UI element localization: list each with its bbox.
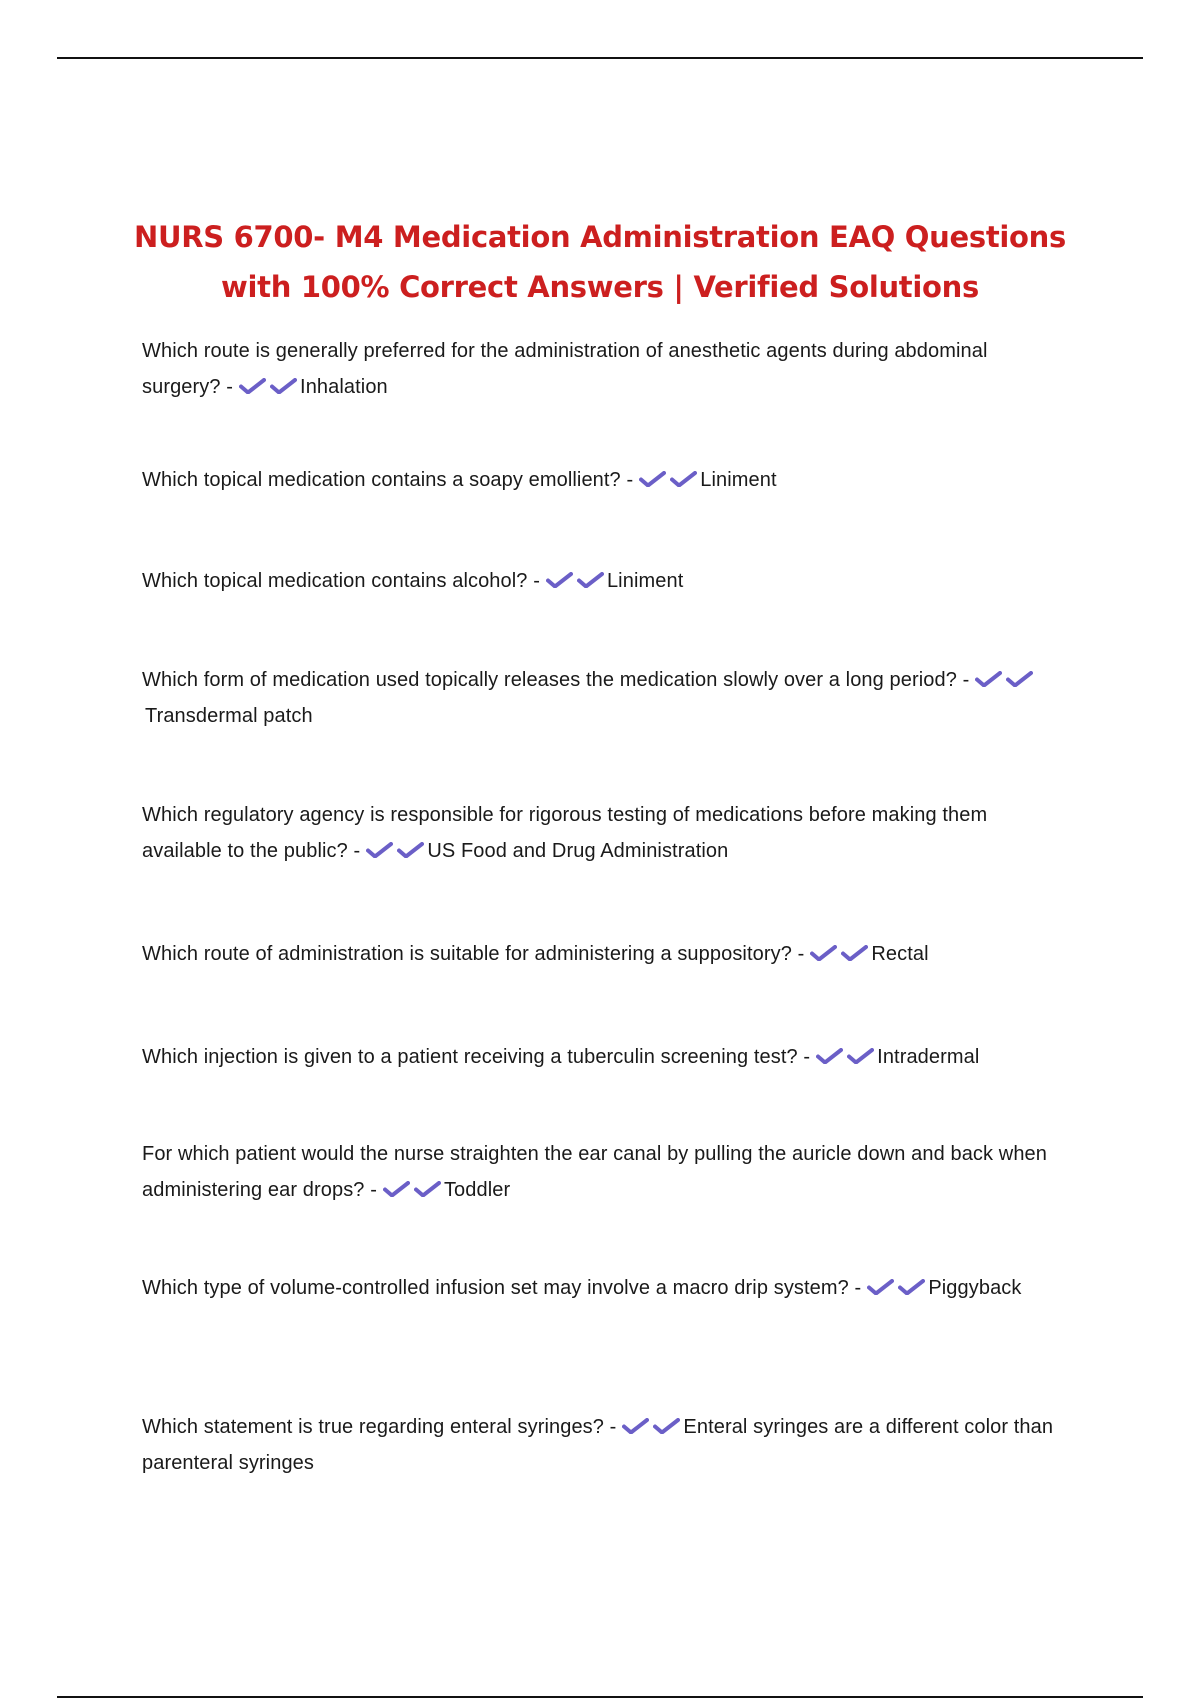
double-checkmark-icon — [360, 840, 424, 862]
qa-item — [142, 563, 1062, 599]
checkmark-icon — [414, 1181, 441, 1197]
checkmark-icon — [270, 378, 297, 394]
question-separator: - — [797, 1046, 811, 1068]
qa-item — [142, 333, 1062, 405]
question-text: Which type of volume-controlled infusion set may involve a macro drip system? — [142, 1277, 849, 1299]
question-text: Which topical medication contains alcohol? — [142, 570, 528, 592]
qa-item — [142, 462, 1062, 498]
answer-text: Intradermal — [877, 1046, 980, 1068]
qa-item — [142, 936, 1062, 972]
qa-item — [142, 1136, 1062, 1208]
double-checkmark-icon — [861, 1277, 925, 1299]
checkmark-icon — [639, 471, 666, 487]
checkmark-icon — [975, 671, 1002, 687]
title-line-2: with 100% Correct Answers | Verified Solutions — [221, 270, 979, 304]
question-separator: - — [848, 1277, 862, 1299]
double-checkmark-icon — [633, 469, 697, 491]
question-separator: - — [620, 469, 634, 491]
qa-item — [142, 662, 1062, 734]
question-separator: - — [220, 376, 234, 398]
double-checkmark-icon — [540, 570, 604, 592]
checkmark-icon — [622, 1418, 649, 1434]
title-line-1: NURS 6700- M4 Medication Administration EAQ Questions — [134, 220, 1066, 254]
checkmark-icon — [816, 1048, 843, 1064]
double-checkmark-icon — [616, 1416, 680, 1438]
answer-text: Toddler — [443, 1179, 511, 1201]
qa-item — [142, 1409, 1062, 1481]
qa-item — [142, 1270, 1062, 1306]
question-separator: - — [603, 1416, 617, 1438]
checkmark-icon — [810, 945, 837, 961]
checkmark-icon — [239, 378, 266, 394]
question-separator: - — [956, 669, 970, 691]
checkmark-icon — [383, 1181, 410, 1197]
top-rule — [57, 57, 1143, 59]
question-text: Which regulatory agency is responsible for rigorous testing of medications before making them available to the public? — [142, 804, 988, 862]
question-separator: - — [347, 840, 361, 862]
question-separator: - — [364, 1179, 377, 1201]
question-text: Which statement is true regarding enteral syringes? — [142, 1416, 604, 1438]
checkmark-icon — [841, 945, 868, 961]
checkmark-icon — [1006, 671, 1033, 687]
checkmark-icon — [898, 1279, 925, 1295]
question-text: Which route is generally preferred for the administration of anesthetic agents during abdominal surgery? — [142, 340, 988, 398]
question-separator: - — [791, 943, 805, 965]
bottom-rule — [57, 1696, 1143, 1698]
qa-item — [142, 797, 1062, 869]
answer-text: US Food and Drug Administration — [427, 840, 729, 862]
question-text: Which topical medication contains a soapy emollient? — [142, 469, 621, 491]
checkmark-icon — [397, 842, 424, 858]
answer-text: Piggyback — [928, 1277, 1022, 1299]
checkmark-icon — [653, 1418, 680, 1434]
question-text: Which route of administration is suitable for administering a suppository? — [142, 943, 792, 965]
question-text: Which injection is given to a patient receiving a tuberculin screening test? — [142, 1046, 798, 1068]
checkmark-icon — [867, 1279, 894, 1295]
answer-text: Rectal — [871, 943, 929, 965]
double-checkmark-icon — [377, 1179, 441, 1201]
qa-item — [142, 1039, 1062, 1075]
double-checkmark-icon — [804, 943, 868, 965]
checkmark-icon — [546, 572, 573, 588]
double-checkmark-icon — [969, 669, 1033, 691]
question-text: Which form of medication used topically releases the medication slowly over a long period? — [142, 669, 957, 691]
checkmark-icon — [670, 471, 697, 487]
double-checkmark-icon — [233, 376, 297, 398]
answer-text: Transdermal patch — [145, 705, 313, 727]
question-text: For which patient would the nurse straighten the ear canal by pulling the auricle down and back when administering ear drops? — [142, 1143, 1047, 1201]
document-title — [100, 212, 1100, 312]
checkmark-icon — [366, 842, 393, 858]
checkmark-icon — [577, 572, 604, 588]
double-checkmark-icon — [810, 1046, 874, 1068]
question-separator: - — [527, 570, 540, 592]
answer-text: Liniment — [606, 570, 684, 592]
answer-text: Enteral syringes are a different color than parenteral syringes — [142, 1416, 1054, 1474]
checkmark-icon — [847, 1048, 874, 1064]
answer-text: Liniment — [700, 469, 777, 491]
answer-text: Inhalation — [300, 376, 388, 398]
